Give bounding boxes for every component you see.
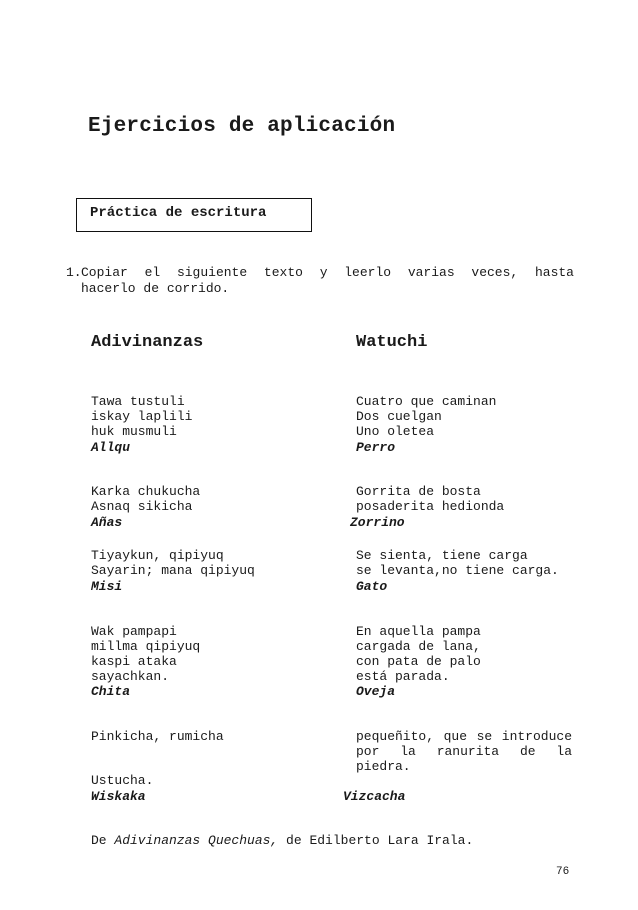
page-number: 76: [556, 866, 570, 878]
riddle-3-spanish-answer: Gato: [356, 579, 388, 594]
riddle-2-quechua: Karka chukucha Asnaq sikicha: [91, 484, 201, 514]
section-box: [76, 198, 312, 232]
riddle-5-quechua-line-1: Pinkicha, rumicha: [91, 729, 224, 744]
riddle-4-spanish-answer: Oveja: [356, 684, 396, 699]
instruction-line-2: hacerlo de corrido.: [81, 281, 230, 296]
riddle-1-quechua-answer: Allqu: [91, 440, 131, 455]
instruction-number: 1.: [66, 265, 82, 280]
riddle-1-spanish: Cuatro que caminan Dos cuelgan Uno oletea: [356, 394, 497, 439]
page-title: Ejercicios de aplicación: [88, 115, 396, 138]
riddle-5-spanish: pequeñito, que se introduce por la ranurita de la piedra.: [356, 729, 572, 774]
left-column-title: Adivinanzas: [91, 333, 204, 352]
riddle-3-spanish: Se sienta, tiene carga se levanta,no tiene carga.: [356, 548, 559, 578]
riddle-2-spanish: Gorrita de bosta posaderita hedionda: [356, 484, 505, 514]
source-suffix: de Edilberto Lara Irala.: [278, 833, 474, 848]
riddle-4-spanish: En aquella pampa cargada de lana, con pata de palo está parada.: [356, 624, 481, 684]
source-book-title: Adivinanzas Quechuas,: [114, 833, 279, 848]
riddle-2-spanish-answer: Zorrino: [350, 515, 405, 530]
riddle-5-spanish-answer: Vizcacha: [343, 789, 406, 804]
instruction-line-1: Copiar el siguiente texto y leerlo varias veces, hasta: [81, 265, 574, 280]
riddle-5-quechua-line-2: Ustucha.: [91, 773, 154, 788]
riddle-1-spanish-answer: Perro: [356, 440, 396, 455]
riddle-2-quechua-answer: Añas: [91, 515, 123, 530]
riddle-5-quechua-answer: Wiskaka: [91, 789, 146, 804]
riddle-3-quechua: Tiyaykun, qipiyuq Sayarin; mana qipiyuq: [91, 548, 255, 578]
riddle-1-quechua: Tawa tustuli iskay laplili huk musmuli: [91, 394, 193, 439]
source-prefix: De: [91, 833, 115, 848]
right-column-title: Watuchi: [356, 333, 428, 352]
riddle-4-quechua-answer: Chita: [91, 684, 131, 699]
source-citation: [91, 833, 473, 848]
riddle-3-quechua-answer: Misi: [91, 579, 123, 594]
section-box-label: Práctica de escritura: [90, 205, 267, 221]
riddle-4-quechua: Wak pampapi millma qipiyuq kaspi ataka sayachkan.: [91, 624, 201, 684]
